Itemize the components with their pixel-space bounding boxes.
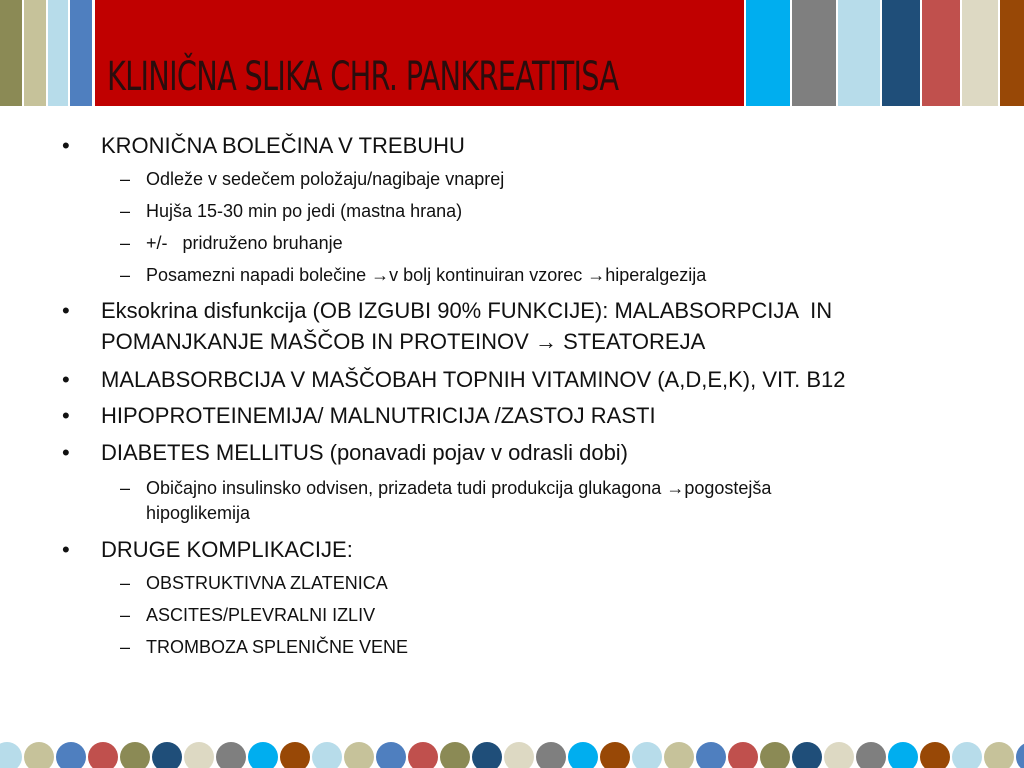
footer-dot bbox=[344, 742, 374, 768]
sub-text: Običajno insulinsko odvisen, prizadeta tudi produkcija glukagona →pogostejša bbox=[146, 478, 772, 498]
bullet-marker: • bbox=[62, 298, 70, 323]
footer-dot bbox=[600, 742, 630, 768]
footer-dot bbox=[1016, 742, 1024, 768]
sub-text-continuation: hipoglikemija bbox=[146, 503, 251, 523]
dash-marker: – bbox=[120, 201, 131, 221]
footer-dot bbox=[216, 742, 246, 768]
dash-marker: – bbox=[120, 478, 131, 498]
footer-dot bbox=[152, 742, 182, 768]
footer-dot bbox=[88, 742, 118, 768]
sub-text: Hujša 15-30 min po jedi (mastna hrana) bbox=[146, 201, 463, 221]
footer-dot bbox=[696, 742, 726, 768]
footer-dot bbox=[0, 742, 22, 768]
slide-title: KLINIČNA SLIKA CHR. PANKREATITISA bbox=[107, 54, 619, 100]
footer-dot bbox=[632, 742, 662, 768]
bullet-text: DIABETES MELLITUS (ponavadi pojav v odrasli dobi) bbox=[101, 440, 629, 465]
footer-dot bbox=[856, 742, 886, 768]
dash-marker: – bbox=[120, 233, 131, 253]
footer-dot bbox=[984, 742, 1014, 768]
bullet-text: MALABSORBCIJA V MAŠČOBAH TOPNIH VITAMINOV (A,D,E,K), VIT. B12 bbox=[101, 367, 846, 392]
footer-dot bbox=[504, 742, 534, 768]
footer-dot bbox=[440, 742, 470, 768]
footer-dot bbox=[280, 742, 310, 768]
bullet-marker: • bbox=[62, 403, 70, 428]
footer-dot bbox=[472, 742, 502, 768]
dash-marker: – bbox=[120, 169, 131, 189]
bullet-marker: • bbox=[62, 133, 70, 158]
dash-marker: – bbox=[120, 605, 131, 625]
footer-dot bbox=[24, 742, 54, 768]
footer-dot bbox=[920, 742, 950, 768]
sub-text: TROMBOZA SPLENIČNE VENE bbox=[146, 637, 409, 657]
footer-dot bbox=[184, 742, 214, 768]
bullet-text: HIPOPROTEINEMIJA/ MALNUTRICIJA /ZASTOJ RASTI bbox=[101, 403, 656, 428]
footer-dot bbox=[824, 742, 854, 768]
sub-text: Posamezni napadi bolečine →v bolj kontinuiran vzorec →hiperalgezija bbox=[146, 265, 707, 285]
sub-text: ASCITES/PLEVRALNI IZLIV bbox=[146, 605, 376, 625]
sub-text: OBSTRUKTIVNA ZLATENICA bbox=[146, 573, 388, 593]
footer-dot bbox=[248, 742, 278, 768]
bullet-text: Eksokrina disfunkcija (OB IZGUBI 90% FUNKCIJE): MALABSORPCIJA IN bbox=[101, 298, 833, 323]
bullet-marker: • bbox=[62, 440, 70, 465]
footer-dot bbox=[536, 742, 566, 768]
footer-dot bbox=[792, 742, 822, 768]
footer-dot bbox=[56, 742, 86, 768]
dash-marker: – bbox=[120, 265, 131, 285]
dash-marker: – bbox=[120, 637, 131, 657]
footer-dot bbox=[664, 742, 694, 768]
footer-dot bbox=[568, 742, 598, 768]
sub-text: +/- pridruženo bruhanje bbox=[146, 233, 343, 253]
footer-dot bbox=[120, 742, 150, 768]
dash-marker: – bbox=[120, 573, 131, 593]
bullet-marker: • bbox=[62, 537, 70, 562]
footer-dot bbox=[376, 742, 406, 768]
bullet-marker: • bbox=[62, 367, 70, 392]
footer-dot bbox=[952, 742, 982, 768]
footer-dot bbox=[760, 742, 790, 768]
sub-text: Odleže v sedečem položaju/nagibaje vnaprej bbox=[146, 169, 505, 189]
footer-dot bbox=[408, 742, 438, 768]
footer-dot bbox=[888, 742, 918, 768]
footer-dots bbox=[0, 738, 1024, 768]
bullet-text: DRUGE KOMPLIKACIJE: bbox=[101, 537, 353, 562]
footer-dot bbox=[728, 742, 758, 768]
footer-dot bbox=[312, 742, 342, 768]
bullet-text-continuation: POMANJKANJE MAŠČOB IN PROTEINOV → STEATOREJA bbox=[101, 329, 706, 354]
bullet-text: KRONIČNA BOLEČINA V TREBUHU bbox=[101, 133, 465, 158]
